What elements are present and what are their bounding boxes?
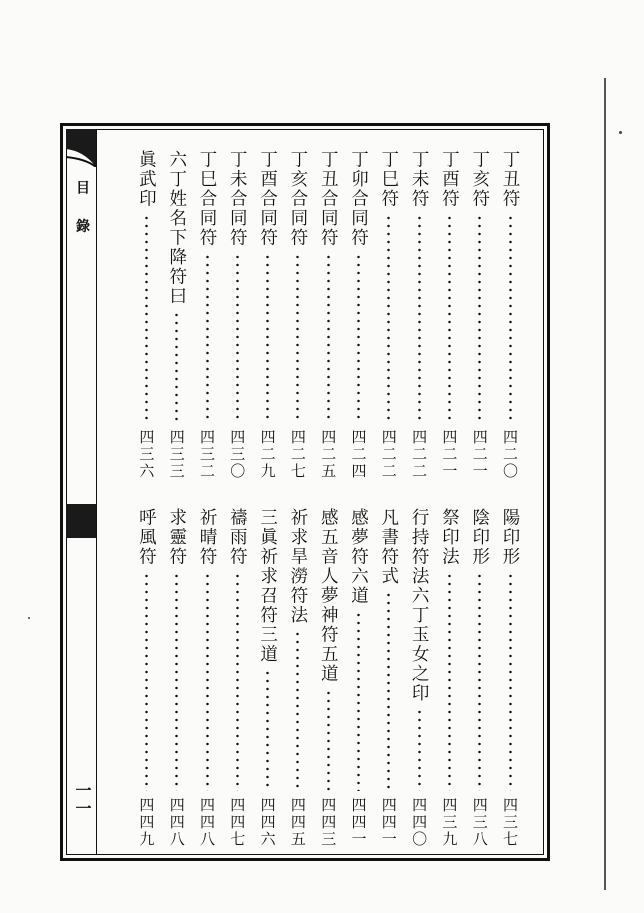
toc-entry-title: 丁亥合同符 <box>287 150 308 248</box>
toc-entry <box>497 508 523 848</box>
dot-leader <box>236 572 239 792</box>
toc-entry-page: 四三八 <box>470 797 489 848</box>
toc-entry-page: 四二二 <box>379 429 398 480</box>
toc-entry-title: 眞武印 <box>136 150 157 209</box>
dot-leader <box>236 253 239 424</box>
toc-entry-title: 呼風符 <box>136 508 157 567</box>
book-spine-shadow <box>604 78 606 890</box>
toc-entry-page: 四二一 <box>440 429 459 480</box>
dot-leader <box>266 669 269 791</box>
dot-leader <box>357 253 360 424</box>
toc-entry <box>255 150 281 480</box>
toc-entry-title: 陰印形 <box>469 508 490 567</box>
toc-entry-title: 陽印形 <box>500 508 520 567</box>
toc-entry-title: 丁巳合同符 <box>197 150 217 248</box>
dot-leader <box>175 572 178 792</box>
dot-leader <box>448 214 451 424</box>
toc-entry <box>285 150 311 480</box>
toc-entry-title: 丁酉合同符 <box>257 150 278 248</box>
toc-entry-title: 祭印法 <box>439 508 460 567</box>
toc-entry-page: 四四九 <box>137 797 156 848</box>
toc-entry-title: 丁丑合同符 <box>318 150 339 248</box>
toc-entry-title: 丁亥符 <box>469 150 490 209</box>
toc-entry <box>436 508 462 848</box>
chapter-title: 目 錄 <box>74 180 90 243</box>
toc-entry-page: 四三六 <box>137 429 156 480</box>
dot-leader <box>478 214 481 424</box>
toc-entry-title: 感五音人夢神符五道 <box>318 508 339 684</box>
toc-entry-page: 四四八 <box>198 797 216 848</box>
dot-leader <box>448 572 451 792</box>
dot-leader <box>296 253 299 424</box>
toc-entry-title: 求靈符 <box>166 508 187 567</box>
toc-entry <box>164 508 190 848</box>
toc-entry-page: 四二七 <box>288 429 307 480</box>
scan-speck <box>28 617 30 619</box>
toc-entry-page: 四四五 <box>288 797 307 848</box>
toc-entry-page: 四四三 <box>319 797 338 848</box>
toc-entry-page: 四三〇 <box>228 429 247 480</box>
dot-leader <box>175 311 178 423</box>
toc-entry <box>133 150 159 480</box>
toc-entry-title: 丁巳符 <box>378 150 399 209</box>
toc-entry-title: 祈晴符 <box>197 508 217 567</box>
toc-entry <box>194 150 220 480</box>
dot-leader <box>206 572 209 792</box>
toc-entry <box>164 150 190 480</box>
toc-entry-page: 四四七 <box>228 797 247 848</box>
toc-entry-title: 丁卯合同符 <box>348 150 369 248</box>
margin-rule <box>96 129 97 855</box>
toc-entry <box>467 150 493 480</box>
toc-entry <box>497 150 523 480</box>
toc-entry <box>346 508 372 848</box>
toc-entry <box>315 150 341 480</box>
toc-entry-page: 四二〇 <box>501 429 519 480</box>
toc-entry <box>346 150 372 480</box>
dot-leader <box>327 253 330 424</box>
toc-entry-page: 四三三 <box>167 429 186 480</box>
dot-leader <box>145 572 148 792</box>
toc-entry-title: 凡書符式 <box>378 508 399 586</box>
toc-entry-page: 四三七 <box>501 797 519 848</box>
toc-entry-page: 四四一 <box>379 797 398 848</box>
toc-entry-page: 四四一 <box>349 797 368 848</box>
toc-entry-page: 四二二 <box>410 429 429 480</box>
toc-entry <box>376 508 402 848</box>
toc-entry <box>285 508 311 848</box>
toc-entry <box>194 508 220 848</box>
toc-entry <box>376 150 402 480</box>
dot-leader <box>418 214 421 424</box>
toc-entry <box>436 150 462 480</box>
toc-entry-title: 行持符法六丁玉女之印 <box>409 508 430 703</box>
toc-entry-page: 四四〇 <box>410 797 429 848</box>
toc-entry-page: 四二一 <box>470 429 489 480</box>
dot-leader <box>478 572 481 792</box>
toc-entry-title: 丁丑符 <box>500 150 520 209</box>
toc-entry <box>467 508 493 848</box>
toc-entry-page: 四四八 <box>167 797 186 848</box>
toc-entry <box>315 508 341 848</box>
toc-entry-title: 祈求旱澇符法 <box>287 508 308 625</box>
toc-entry-title: 三眞祈求召符三道 <box>257 508 278 664</box>
dot-leader <box>387 214 390 424</box>
dot-leader <box>327 689 330 792</box>
dot-leader <box>266 253 269 424</box>
toc-entry-title: 禱雨符 <box>227 508 248 567</box>
toc-entry-title: 丁未合同符 <box>227 150 248 248</box>
toc-entry-page: 四四六 <box>258 797 277 848</box>
toc-entry <box>255 508 281 848</box>
toc-entry-title: 感夢符六道 <box>348 508 369 606</box>
toc-entry <box>224 150 250 480</box>
dot-leader <box>357 611 360 792</box>
dot-leader <box>418 708 421 791</box>
page-number: 一一 <box>73 782 92 818</box>
toc-entry-title: 六丁姓名下降符曰 <box>166 150 187 306</box>
fish-tail-mark-middle <box>66 504 96 538</box>
toc-entry-page: 四二四 <box>349 429 368 480</box>
toc-entry-page: 四二九 <box>258 429 277 480</box>
toc-entry-title: 丁未符 <box>409 150 430 209</box>
fish-tail-mark-top <box>66 129 96 167</box>
dot-leader <box>509 214 512 424</box>
dot-leader <box>387 591 390 791</box>
dot-leader <box>145 214 148 424</box>
toc-entry <box>406 150 432 480</box>
toc-entry-page: 四二五 <box>319 429 338 480</box>
toc-entry-page: 四三二 <box>198 429 216 480</box>
toc-entry-page: 四三九 <box>440 797 459 848</box>
toc-entry <box>133 508 159 848</box>
toc-entry <box>224 508 250 848</box>
toc-entry-title: 丁酉符 <box>439 150 460 209</box>
dot-leader <box>296 630 299 791</box>
scan-speck <box>619 131 622 134</box>
toc-entry <box>406 508 432 848</box>
dot-leader <box>206 253 209 424</box>
dot-leader <box>509 572 512 792</box>
